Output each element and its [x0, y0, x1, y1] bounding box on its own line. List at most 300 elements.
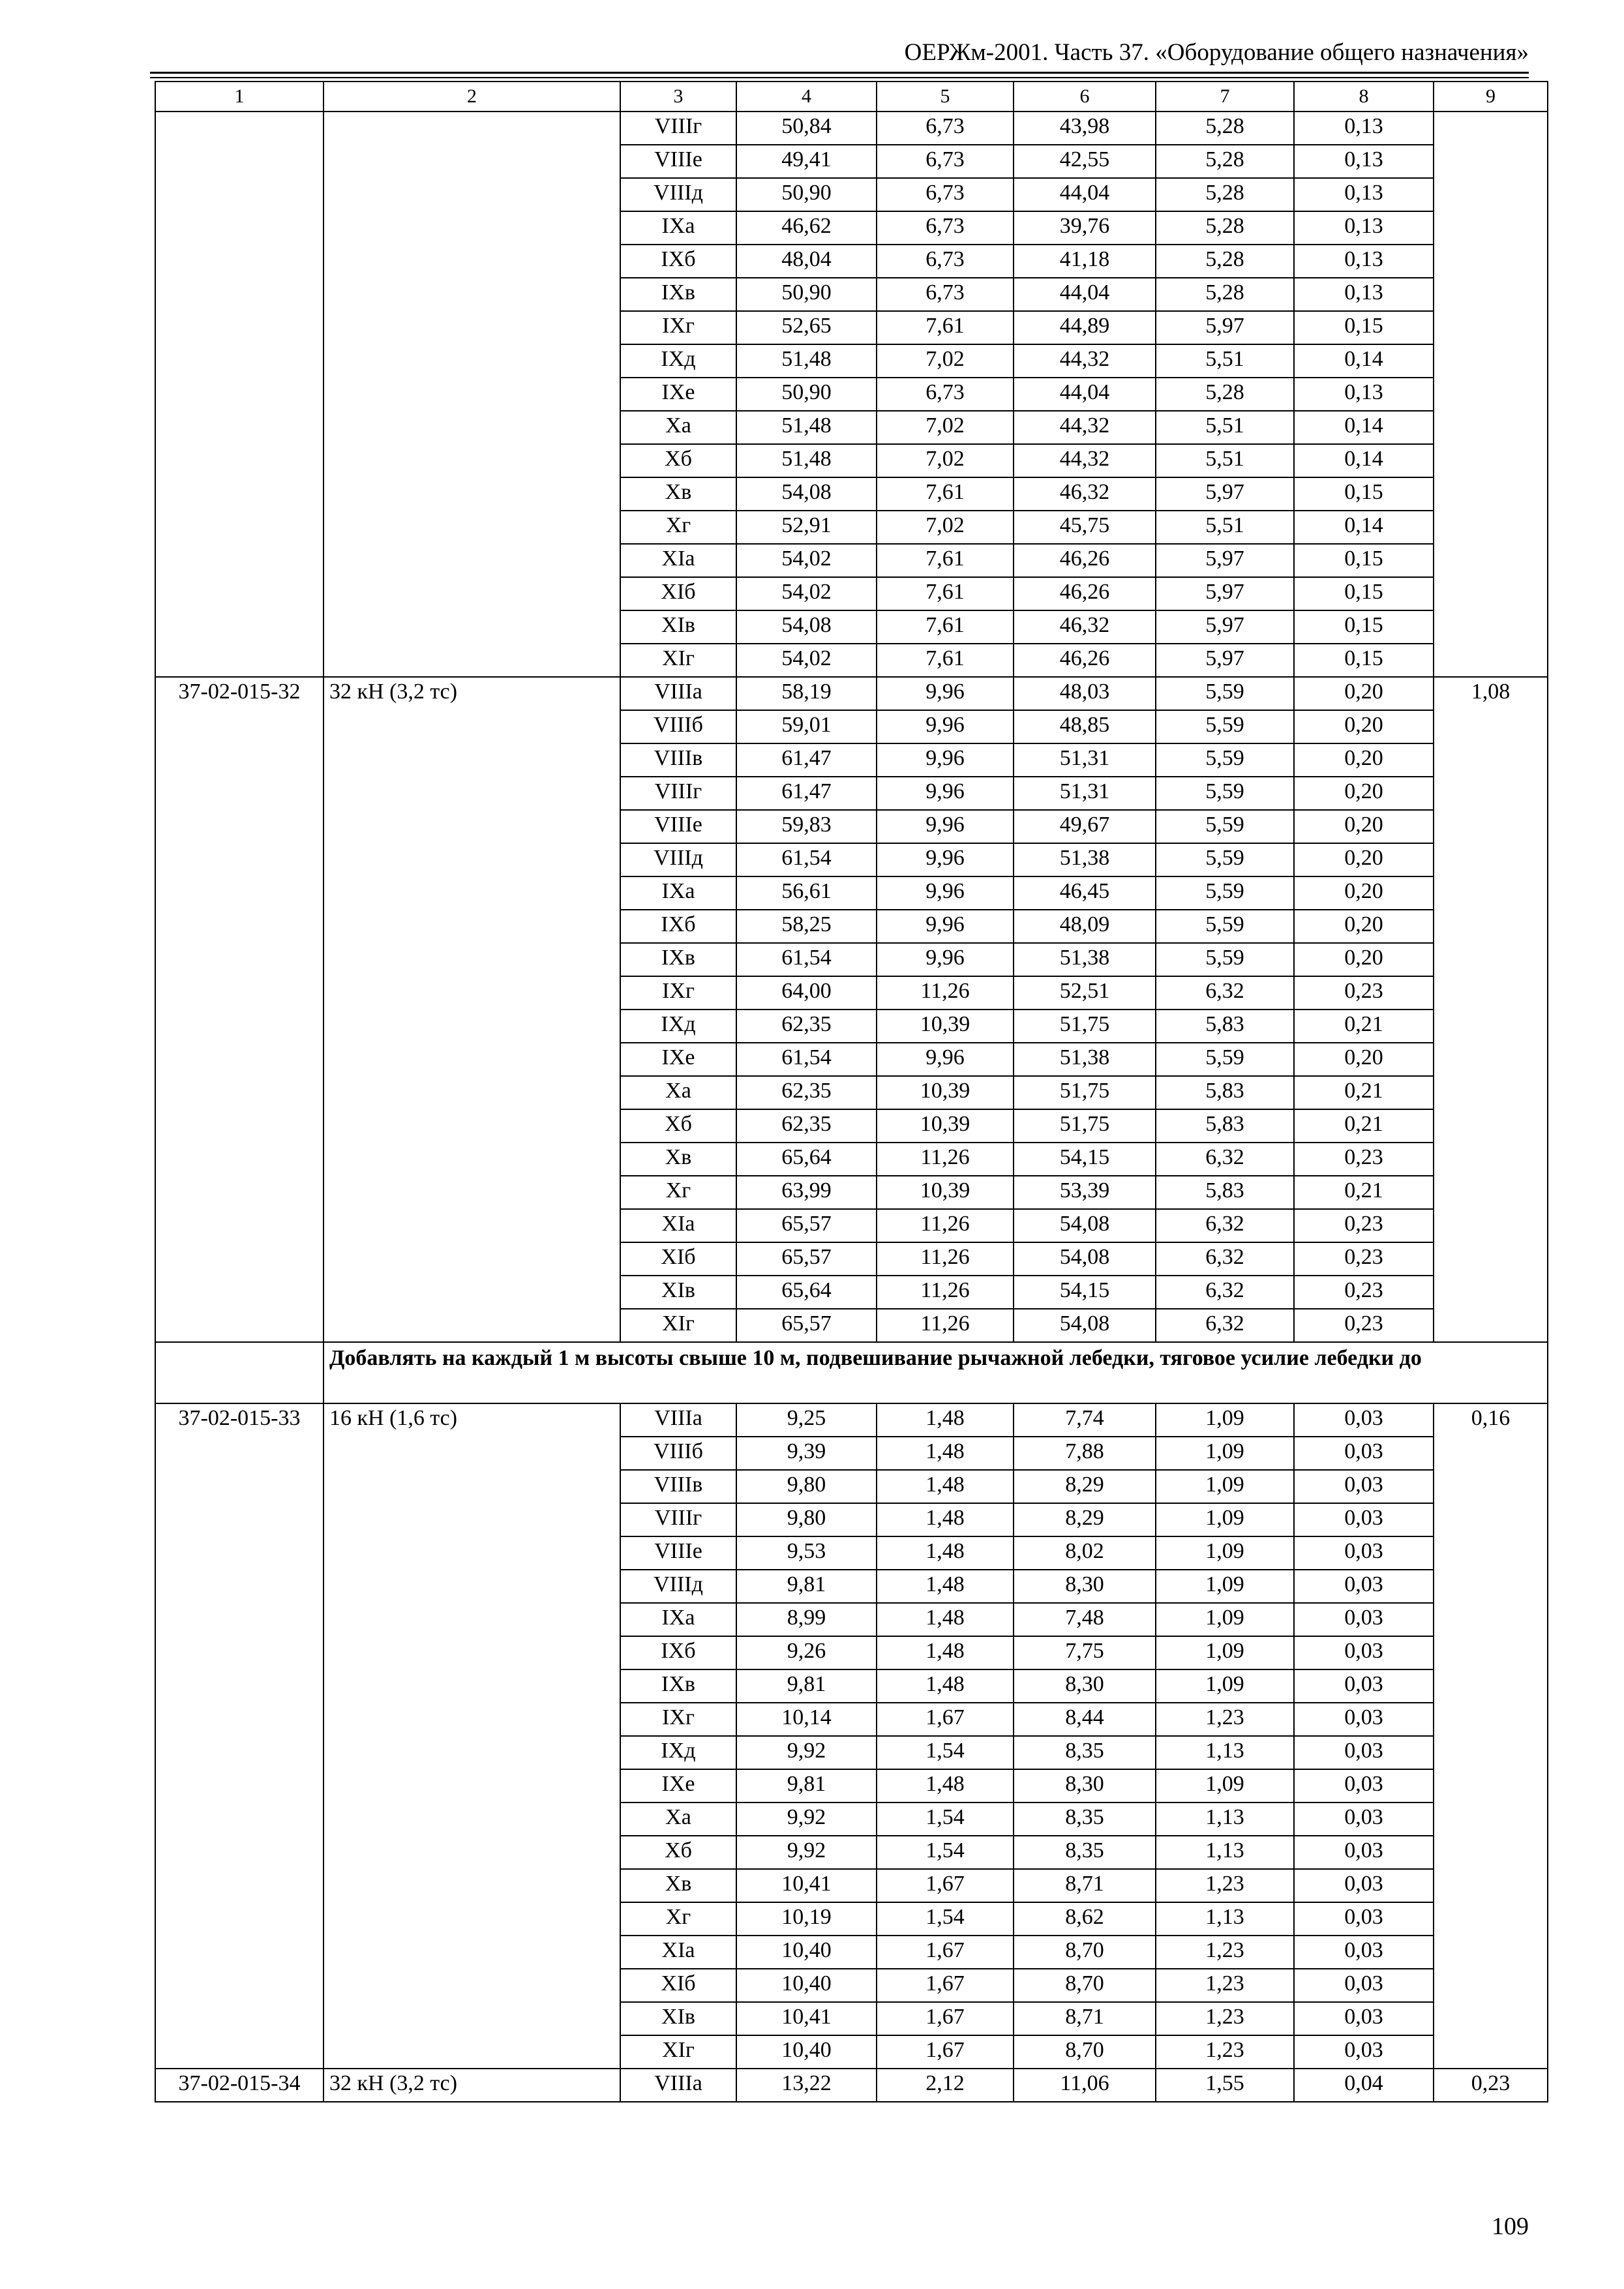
value-col4: 61,54 [736, 843, 877, 876]
value-col7: 5,51 [1156, 344, 1294, 378]
value-col4: 9,81 [736, 1669, 877, 1703]
region-code: Xб [620, 1109, 736, 1143]
value-col6: 44,89 [1014, 311, 1156, 344]
column-numbers-row [155, 82, 1548, 112]
value-col8: 0,20 [1294, 677, 1434, 710]
value-col5: 11,26 [877, 1276, 1014, 1309]
region-code: VIIIг [620, 1503, 736, 1536]
value-col8: 0,14 [1294, 511, 1434, 544]
value-col7: 6,32 [1156, 1276, 1294, 1309]
value-col6: 46,26 [1014, 544, 1156, 577]
value-col5: 9,96 [877, 1043, 1014, 1076]
region-code: XIа [620, 1209, 736, 1242]
value-col7: 1,13 [1156, 1902, 1294, 1936]
value-col6: 8,71 [1014, 2002, 1156, 2035]
value-col7: 5,28 [1156, 245, 1294, 278]
value-col8: 0,03 [1294, 1769, 1434, 1803]
value-col4: 65,64 [736, 1143, 877, 1176]
region-code: XIв [620, 610, 736, 644]
value-col4: 50,90 [736, 178, 877, 211]
value-col5: 6,73 [877, 378, 1014, 411]
value-col4: 54,08 [736, 610, 877, 644]
value-col4: 9,92 [736, 1803, 877, 1836]
value-col7: 5,97 [1156, 644, 1294, 677]
value-col8: 0,03 [1294, 1869, 1434, 1902]
column-number: 3 [620, 82, 736, 112]
value-col5: 6,73 [877, 178, 1014, 211]
value-col8: 0,03 [1294, 1703, 1434, 1736]
value-col7: 6,32 [1156, 1209, 1294, 1242]
value-col6: 54,08 [1014, 1309, 1156, 1342]
value-col4: 9,92 [736, 1736, 877, 1769]
value-col5: 1,54 [877, 1902, 1014, 1936]
value-col7: 5,97 [1156, 311, 1294, 344]
value-col8: 0,03 [1294, 1636, 1434, 1669]
value-col7: 5,97 [1156, 477, 1294, 511]
value-col6: 53,39 [1014, 1176, 1156, 1209]
region-code: VIIIд [620, 1570, 736, 1603]
value-col8: 0,20 [1294, 843, 1434, 876]
value-col5: 1,67 [877, 2002, 1014, 2035]
region-code: VIIIг [620, 112, 736, 145]
value-col7: 1,09 [1156, 1636, 1294, 1669]
region-code: IXд [620, 1736, 736, 1769]
value-col4: 9,53 [736, 1536, 877, 1570]
value-col7: 5,59 [1156, 710, 1294, 743]
value-col5: 9,96 [877, 810, 1014, 843]
value-col8: 0,15 [1294, 644, 1434, 677]
value-col6: 48,85 [1014, 710, 1156, 743]
value-col4: 61,54 [736, 943, 877, 976]
value-col6: 51,75 [1014, 1010, 1156, 1043]
region-code: VIIIд [620, 843, 736, 876]
value-col5: 1,48 [877, 1769, 1014, 1803]
value-col5: 9,96 [877, 843, 1014, 876]
value-col5: 1,48 [877, 1669, 1014, 1703]
value-col5: 6,73 [877, 245, 1014, 278]
value-col7: 5,28 [1156, 211, 1294, 245]
rate-code: 37-02-015-32 [155, 677, 323, 1342]
value-col8: 0,21 [1294, 1076, 1434, 1109]
value-col6: 44,32 [1014, 444, 1156, 477]
value-col8: 0,03 [1294, 1603, 1434, 1636]
value-col4: 10,40 [736, 1936, 877, 1969]
value-col7: 1,23 [1156, 2035, 1294, 2069]
value-col6: 8,29 [1014, 1470, 1156, 1503]
value-col8: 0,23 [1294, 1309, 1434, 1342]
value-col6: 54,15 [1014, 1143, 1156, 1176]
value-col8: 0,20 [1294, 876, 1434, 910]
value-col6: 51,31 [1014, 743, 1156, 777]
region-code: XIб [620, 1242, 736, 1276]
value-col6: 51,38 [1014, 1043, 1156, 1076]
value-col5: 6,73 [877, 112, 1014, 145]
value-col9: 0,16 [1434, 1403, 1548, 2069]
value-col5: 11,26 [877, 1309, 1014, 1342]
value-col5: 1,54 [877, 1803, 1014, 1836]
rate-description: 32 кН (3,2 тс) [323, 677, 620, 1342]
value-col5: 1,48 [877, 1470, 1014, 1503]
value-col4: 9,25 [736, 1403, 877, 1437]
value-col4: 65,64 [736, 1276, 877, 1309]
value-col8: 0,03 [1294, 1403, 1434, 1437]
value-col6: 51,75 [1014, 1076, 1156, 1109]
value-col8: 0,13 [1294, 112, 1434, 145]
value-col6: 8,35 [1014, 1836, 1156, 1869]
value-col5: 7,61 [877, 311, 1014, 344]
value-col8: 0,23 [1294, 976, 1434, 1010]
value-col8: 0,20 [1294, 910, 1434, 943]
value-col8: 0,03 [1294, 1570, 1434, 1603]
value-col8: 0,21 [1294, 1010, 1434, 1043]
value-col5: 11,26 [877, 976, 1014, 1010]
value-col6: 8,30 [1014, 1669, 1156, 1703]
value-col7: 1,09 [1156, 1437, 1294, 1470]
value-col6: 48,03 [1014, 677, 1156, 710]
value-col7: 5,97 [1156, 610, 1294, 644]
value-col8: 0,14 [1294, 344, 1434, 378]
value-col8: 0,20 [1294, 943, 1434, 976]
region-code: Xг [620, 1902, 736, 1936]
region-code: Xг [620, 1176, 736, 1209]
value-col6: 8,30 [1014, 1769, 1156, 1803]
value-col8: 0,20 [1294, 743, 1434, 777]
value-col6: 51,38 [1014, 843, 1156, 876]
value-col8: 0,15 [1294, 577, 1434, 610]
value-col4: 62,35 [736, 1076, 877, 1109]
header-rule-thick [150, 72, 1529, 74]
value-col4: 54,08 [736, 477, 877, 511]
column-number: 4 [736, 82, 877, 112]
rates-table [155, 81, 1548, 2102]
value-col8: 0,03 [1294, 1969, 1434, 2002]
region-code: Xа [620, 1803, 736, 1836]
value-col5: 9,96 [877, 677, 1014, 710]
value-col8: 0,21 [1294, 1109, 1434, 1143]
value-col5: 6,73 [877, 145, 1014, 178]
header-rule-thin [150, 77, 1529, 78]
region-code: XIб [620, 577, 736, 610]
value-col7: 5,59 [1156, 743, 1294, 777]
value-col5: 1,48 [877, 1403, 1014, 1437]
value-col4: 59,01 [736, 710, 877, 743]
value-col5: 1,48 [877, 1603, 1014, 1636]
value-col9: 1,08 [1434, 677, 1548, 1342]
value-col7: 1,09 [1156, 1536, 1294, 1570]
value-col7: 1,23 [1156, 2002, 1294, 2035]
value-col6: 46,32 [1014, 610, 1156, 644]
value-col4: 48,04 [736, 245, 877, 278]
value-col7: 1,09 [1156, 1570, 1294, 1603]
value-col5: 7,02 [877, 511, 1014, 544]
value-col6: 45,75 [1014, 511, 1156, 544]
table-row [155, 2069, 1548, 2102]
region-code: IXе [620, 378, 736, 411]
region-code: IXд [620, 344, 736, 378]
rate-code [155, 112, 323, 677]
region-code: Xг [620, 511, 736, 544]
value-col7: 5,28 [1156, 112, 1294, 145]
value-col5: 1,67 [877, 1703, 1014, 1736]
value-col7: 5,83 [1156, 1176, 1294, 1209]
value-col7: 1,13 [1156, 1736, 1294, 1769]
region-code: IXб [620, 245, 736, 278]
value-col4: 9,39 [736, 1437, 877, 1470]
value-col8: 0,14 [1294, 444, 1434, 477]
value-col5: 11,26 [877, 1143, 1014, 1176]
value-col8: 0,20 [1294, 777, 1434, 810]
value-col7: 1,09 [1156, 1769, 1294, 1803]
value-col6: 46,26 [1014, 577, 1156, 610]
region-code: VIIIв [620, 1470, 736, 1503]
region-code: IXе [620, 1769, 736, 1803]
region-code: Xб [620, 1836, 736, 1869]
value-col7: 1,09 [1156, 1470, 1294, 1503]
value-col7: 1,09 [1156, 1669, 1294, 1703]
value-col8: 0,03 [1294, 1736, 1434, 1769]
value-col7: 5,28 [1156, 145, 1294, 178]
region-code: Xб [620, 444, 736, 477]
region-code: IXе [620, 1043, 736, 1076]
value-col5: 10,39 [877, 1010, 1014, 1043]
value-col5: 6,73 [877, 211, 1014, 245]
value-col5: 7,61 [877, 610, 1014, 644]
value-col8: 0,03 [1294, 1902, 1434, 1936]
value-col5: 1,67 [877, 1969, 1014, 2002]
value-col5: 1,67 [877, 1936, 1014, 1969]
value-col5: 10,39 [877, 1109, 1014, 1143]
value-col5: 9,96 [877, 943, 1014, 976]
value-col5: 9,96 [877, 743, 1014, 777]
region-code: IXг [620, 311, 736, 344]
value-col5: 11,26 [877, 1242, 1014, 1276]
value-col4: 54,02 [736, 577, 877, 610]
region-code: XIг [620, 644, 736, 677]
column-number: 8 [1294, 82, 1434, 112]
section-title: Добавлять на каждый 1 м высоты свыше 10 м, подвешивание рычажной лебедки, тяговое усилие лебедки до [323, 1342, 1548, 1403]
value-col8: 0,03 [1294, 1936, 1434, 1969]
value-col4: 65,57 [736, 1242, 877, 1276]
value-col5: 7,61 [877, 477, 1014, 511]
value-col5: 7,61 [877, 644, 1014, 677]
region-code: VIIIд [620, 178, 736, 211]
rate-description [323, 112, 620, 677]
value-col4: 46,62 [736, 211, 877, 245]
value-col5: 10,39 [877, 1176, 1014, 1209]
region-code: VIIIа [620, 1403, 736, 1437]
value-col8: 0,03 [1294, 1503, 1434, 1536]
value-col7: 1,09 [1156, 1603, 1294, 1636]
value-col6: 54,15 [1014, 1276, 1156, 1309]
value-col6: 8,35 [1014, 1736, 1156, 1769]
value-col4: 9,81 [736, 1769, 877, 1803]
value-col6: 8,30 [1014, 1570, 1156, 1603]
value-col6: 44,32 [1014, 411, 1156, 444]
value-col7: 6,32 [1156, 1242, 1294, 1276]
value-col4: 9,80 [736, 1503, 877, 1536]
value-col4: 58,19 [736, 677, 877, 710]
region-code: IXа [620, 876, 736, 910]
value-col4: 50,84 [736, 112, 877, 145]
column-number: 9 [1434, 82, 1548, 112]
value-col4: 50,90 [736, 278, 877, 311]
value-col4: 54,02 [736, 644, 877, 677]
region-code: XIв [620, 1276, 736, 1309]
value-col8: 0,23 [1294, 1276, 1434, 1309]
section-row [155, 1342, 1548, 1403]
value-col4: 10,40 [736, 1969, 877, 2002]
value-col7: 5,51 [1156, 444, 1294, 477]
value-col7: 5,28 [1156, 378, 1294, 411]
region-code: IXа [620, 211, 736, 245]
value-col4: 56,61 [736, 876, 877, 910]
column-number: 1 [155, 82, 323, 112]
value-col6: 8,02 [1014, 1536, 1156, 1570]
value-col4: 65,57 [736, 1209, 877, 1242]
value-col8: 0,04 [1294, 2069, 1434, 2102]
value-col7: 5,97 [1156, 577, 1294, 610]
value-col5: 11,26 [877, 1209, 1014, 1242]
value-col4: 9,81 [736, 1570, 877, 1603]
value-col4: 9,26 [736, 1636, 877, 1669]
rate-code: 37-02-015-34 [155, 2069, 323, 2102]
value-col5: 1,67 [877, 1869, 1014, 1902]
value-col5: 9,96 [877, 876, 1014, 910]
value-col5: 7,02 [877, 411, 1014, 444]
region-code: XIа [620, 1936, 736, 1969]
value-col6: 8,70 [1014, 1969, 1156, 2002]
value-col8: 0,14 [1294, 411, 1434, 444]
value-col6: 8,70 [1014, 2035, 1156, 2069]
value-col6: 54,08 [1014, 1209, 1156, 1242]
value-col8: 0,03 [1294, 1803, 1434, 1836]
region-code: IXб [620, 910, 736, 943]
value-col4: 64,00 [736, 976, 877, 1010]
table-row [155, 677, 1548, 710]
region-code: IXв [620, 278, 736, 311]
value-col4: 54,02 [736, 544, 877, 577]
region-code: XIг [620, 2035, 736, 2069]
value-col5: 10,39 [877, 1076, 1014, 1109]
value-col7: 5,59 [1156, 910, 1294, 943]
value-col4: 59,83 [736, 810, 877, 843]
value-col5: 1,54 [877, 1736, 1014, 1769]
value-col5: 1,48 [877, 1437, 1014, 1470]
value-col8: 0,13 [1294, 378, 1434, 411]
value-col6: 48,09 [1014, 910, 1156, 943]
region-code: VIIIб [620, 710, 736, 743]
region-code: VIIIб [620, 1437, 736, 1470]
value-col7: 5,59 [1156, 943, 1294, 976]
value-col6: 43,98 [1014, 112, 1156, 145]
value-col6: 8,35 [1014, 1803, 1156, 1836]
value-col8: 0,03 [1294, 1669, 1434, 1703]
value-col7: 1,09 [1156, 1503, 1294, 1536]
value-col6: 42,55 [1014, 145, 1156, 178]
value-col8: 0,03 [1294, 1437, 1434, 1470]
value-col6: 7,74 [1014, 1403, 1156, 1437]
value-col5: 7,02 [877, 344, 1014, 378]
value-col6: 7,75 [1014, 1636, 1156, 1669]
region-code: Xа [620, 411, 736, 444]
value-col7: 5,59 [1156, 1043, 1294, 1076]
value-col8: 0,03 [1294, 1470, 1434, 1503]
region-code: Xв [620, 1869, 736, 1902]
value-col4: 58,25 [736, 910, 877, 943]
value-col8: 0,03 [1294, 2002, 1434, 2035]
value-col4: 9,80 [736, 1470, 877, 1503]
value-col5: 7,02 [877, 444, 1014, 477]
value-col5: 9,96 [877, 910, 1014, 943]
region-code: Xа [620, 1076, 736, 1109]
region-code: IXг [620, 1703, 736, 1736]
value-col4: 49,41 [736, 145, 877, 178]
value-col5: 1,48 [877, 1536, 1014, 1570]
value-col6: 8,44 [1014, 1703, 1156, 1736]
table-row [155, 112, 1548, 145]
value-col8: 0,13 [1294, 245, 1434, 278]
column-number: 7 [1156, 82, 1294, 112]
value-col7: 5,59 [1156, 876, 1294, 910]
value-col8: 0,23 [1294, 1242, 1434, 1276]
value-col7: 5,97 [1156, 544, 1294, 577]
value-col8: 0,15 [1294, 544, 1434, 577]
value-col6: 8,70 [1014, 1936, 1156, 1969]
value-col4: 63,99 [736, 1176, 877, 1209]
value-col7: 6,32 [1156, 1143, 1294, 1176]
region-code: VIIIа [620, 2069, 736, 2102]
column-number: 6 [1014, 82, 1156, 112]
region-code: Xв [620, 477, 736, 511]
value-col4: 9,92 [736, 1836, 877, 1869]
value-col6: 51,31 [1014, 777, 1156, 810]
value-col5: 2,12 [877, 2069, 1014, 2102]
region-code: VIIIг [620, 777, 736, 810]
value-col7: 5,59 [1156, 677, 1294, 710]
value-col4: 10,41 [736, 1869, 877, 1902]
region-code: IXв [620, 1669, 736, 1703]
value-col4: 61,54 [736, 1043, 877, 1076]
value-col7: 1,55 [1156, 2069, 1294, 2102]
value-col7: 6,32 [1156, 976, 1294, 1010]
region-code: XIа [620, 544, 736, 577]
rate-code: 37-02-015-33 [155, 1403, 323, 2069]
value-col6: 41,18 [1014, 245, 1156, 278]
region-code: VIIIе [620, 810, 736, 843]
value-col4: 51,48 [736, 411, 877, 444]
value-col7: 1,23 [1156, 1703, 1294, 1736]
table-row [155, 1403, 1548, 1437]
region-code: IXб [620, 1636, 736, 1669]
value-col4: 10,40 [736, 2035, 877, 2069]
value-col6: 51,38 [1014, 943, 1156, 976]
value-col4: 8,99 [736, 1603, 877, 1636]
value-col6: 8,71 [1014, 1869, 1156, 1902]
value-col5: 1,54 [877, 1836, 1014, 1869]
value-col7: 5,51 [1156, 411, 1294, 444]
value-col6: 51,75 [1014, 1109, 1156, 1143]
region-code: VIIIе [620, 1536, 736, 1570]
region-code: VIIIе [620, 145, 736, 178]
value-col8: 0,20 [1294, 710, 1434, 743]
value-col5: 1,48 [877, 1570, 1014, 1603]
value-col9: 0,23 [1434, 2069, 1548, 2102]
region-code: IXв [620, 943, 736, 976]
region-code: XIв [620, 2002, 736, 2035]
value-col8: 0,20 [1294, 1043, 1434, 1076]
column-number: 5 [877, 82, 1014, 112]
page-number: 109 [1492, 2213, 1529, 2240]
